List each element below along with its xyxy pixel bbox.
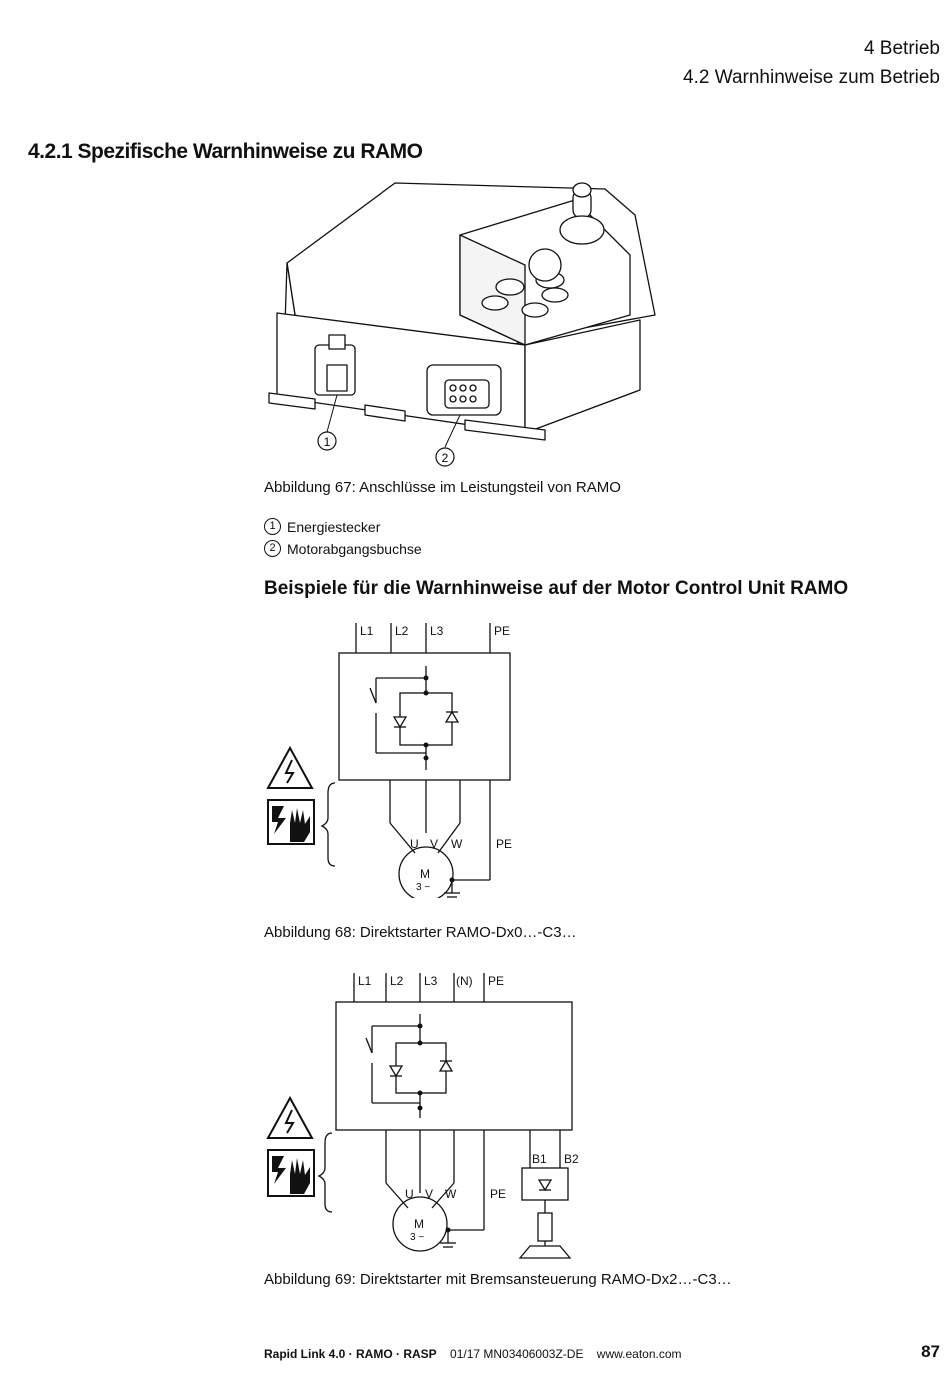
label-n: (N) [456,974,473,988]
figure-69-caption: Abbildung 69: Direktstarter mit Bremsansteuerung RAMO-Dx2…-C3… [264,1271,732,1288]
label-pe-top: PE [488,974,505,988]
sub-heading: Beispiele für die Warnhinweise auf der Motor Control Unit RAMO [264,578,849,599]
label-motor: M [414,1217,424,1231]
legend-item-1 [264,518,380,535]
callout-2: 2 [441,451,449,465]
page-footer [264,1347,682,1361]
page-number: 87 [921,1342,940,1361]
high-voltage-warning-icon [268,1098,312,1138]
page-heading: 4.2.1 Spezifische Warnhinweise zu RAMO [28,140,423,163]
legend-number: 1 [264,518,281,535]
label-v: V [430,837,439,851]
circuit-diagram-ramo-dx0 [260,618,560,898]
label-pe-bottom: PE [490,1187,507,1201]
label-pe-bottom: PE [496,837,513,851]
label-motor-phase: 3 ~ [416,882,431,893]
callout-1: 1 [323,435,331,449]
legend-item-2 [264,540,422,557]
circuit-diagram-ramo-dx2 [260,968,600,1268]
label-l3: L3 [430,624,444,638]
label-motor-phase: 3 ~ [410,1232,425,1243]
footer-product: Rapid Link 4.0 · RAMO · RASP [264,1347,437,1361]
section-title: 4.2 Warnhinweise zum Betrieb [683,67,940,88]
electric-shock-hand-icon [268,1150,314,1196]
high-voltage-warning-icon [268,748,312,788]
legend-label: Motorabgangsbuchse [287,540,422,557]
footer-doc-id: 01/17 MN03406003Z-DE [450,1347,584,1361]
label-v: V [425,1187,434,1201]
figure-68-caption: Abbildung 68: Direktstarter RAMO-Dx0…-C3… [264,924,577,941]
label-l1: L1 [358,974,372,988]
label-u: U [410,837,419,851]
label-pe-top: PE [494,624,511,638]
label-b2: B2 [564,1152,579,1166]
label-l2: L2 [395,624,409,638]
legend-label: Energiestecker [287,518,381,535]
electric-shock-hand-icon [268,800,314,844]
footer-url[interactable]: www.eaton.com [596,1347,682,1361]
label-u: U [405,1187,414,1201]
label-motor: M [420,867,430,881]
chapter-title: 4 Betrieb [863,38,940,59]
label-l2: L2 [390,974,404,988]
label-l1: L1 [360,624,374,638]
legend-number: 2 [264,540,281,557]
ramo-device-illustration [255,175,665,475]
label-w: W [451,837,463,851]
label-b1: B1 [532,1152,547,1166]
figure-67-caption: Abbildung 67: Anschlüsse im Leistungsteil von RAMO [264,479,621,496]
label-l3: L3 [424,974,438,988]
label-w: W [445,1187,457,1201]
